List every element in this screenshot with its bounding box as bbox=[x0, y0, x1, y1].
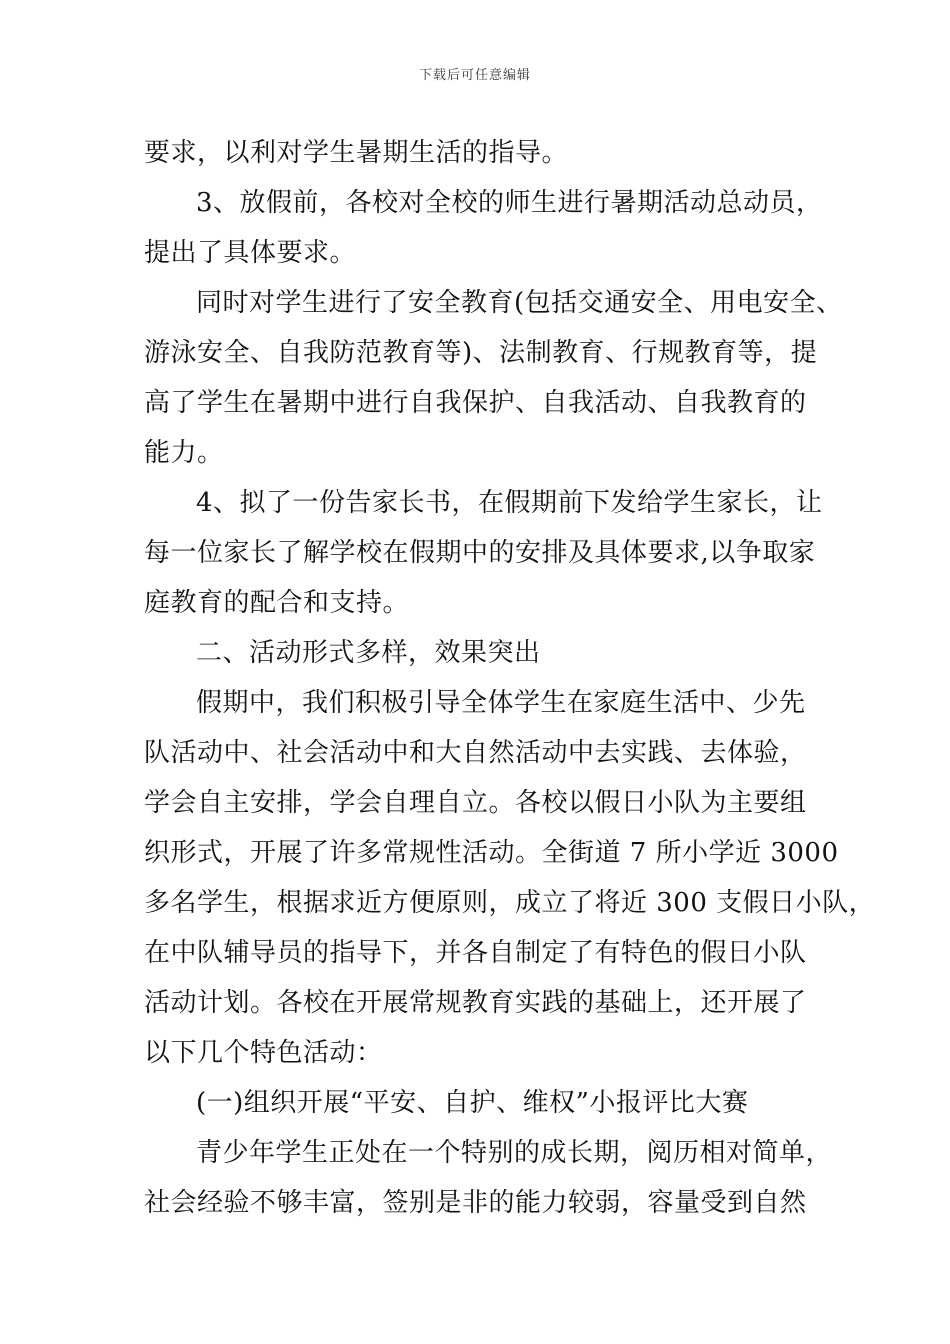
text-line: 活动计划。各校在开展常规教育实践的基础上，还开展了 bbox=[144, 988, 807, 1018]
text-line: 织形式，开展了许多常规性活动。全街道 7 所小学近 3000 bbox=[144, 838, 839, 868]
text-line: 同时对学生进行了安全教育(包括交通安全、用电安全、 bbox=[196, 288, 843, 318]
text-line: 游泳安全、自我防范教育等)、法制教育、行规教育等，提 bbox=[144, 338, 818, 368]
text-line: 以下几个特色活动： bbox=[144, 1038, 383, 1068]
text-line: 能力。 bbox=[144, 438, 224, 468]
text-line: 社会经验不够丰富，签别是非的能力较弱，容量受到自然 bbox=[144, 1188, 807, 1218]
text-line: 3、放假前，各校对全校的师生进行暑期活动总动员， bbox=[196, 188, 823, 218]
text-line: 4、拟了一份告家长书，在假期前下发给学生家长，让 bbox=[196, 488, 823, 518]
section-heading: 二、活动形式多样，效果突出 bbox=[196, 638, 541, 668]
text-line: 庭教育的配合和支持。 bbox=[144, 588, 410, 618]
text-line: 每一位家长了解学校在假期中的安排及具体要求,以争取家 bbox=[144, 538, 816, 568]
text-line: 队活动中、社会活动中和大自然活动中去实践、去体验， bbox=[144, 738, 807, 768]
subsection-heading: (一)组织开展“平安、自护、维权”小报评比大赛 bbox=[196, 1088, 749, 1118]
text-line: 在中队辅导员的指导下，并各自制定了有特色的假日小队 bbox=[144, 938, 807, 968]
text-line: 多名学生，根据求近方便原则，成立了将近 300 支假日小队， bbox=[144, 888, 876, 918]
document-body bbox=[144, 128, 876, 1228]
text-line: 高了学生在暑期中进行自我保护、自我活动、自我教育的 bbox=[144, 388, 807, 418]
text-line: 学会自主安排，学会自理自立。各校以假日小队为主要组 bbox=[144, 788, 807, 818]
text-line: 假期中，我们积极引导全体学生在家庭生活中、少先 bbox=[196, 688, 806, 718]
text-line: 青少年学生正处在一个特别的成长期，阅历相对简单， bbox=[196, 1138, 833, 1168]
text-line: 要求，以利对学生暑期生活的指导。 bbox=[144, 138, 569, 168]
text-line: 提出了具体要求。 bbox=[144, 238, 357, 268]
page-header-note: 下载后可任意编辑 bbox=[418, 68, 531, 83]
